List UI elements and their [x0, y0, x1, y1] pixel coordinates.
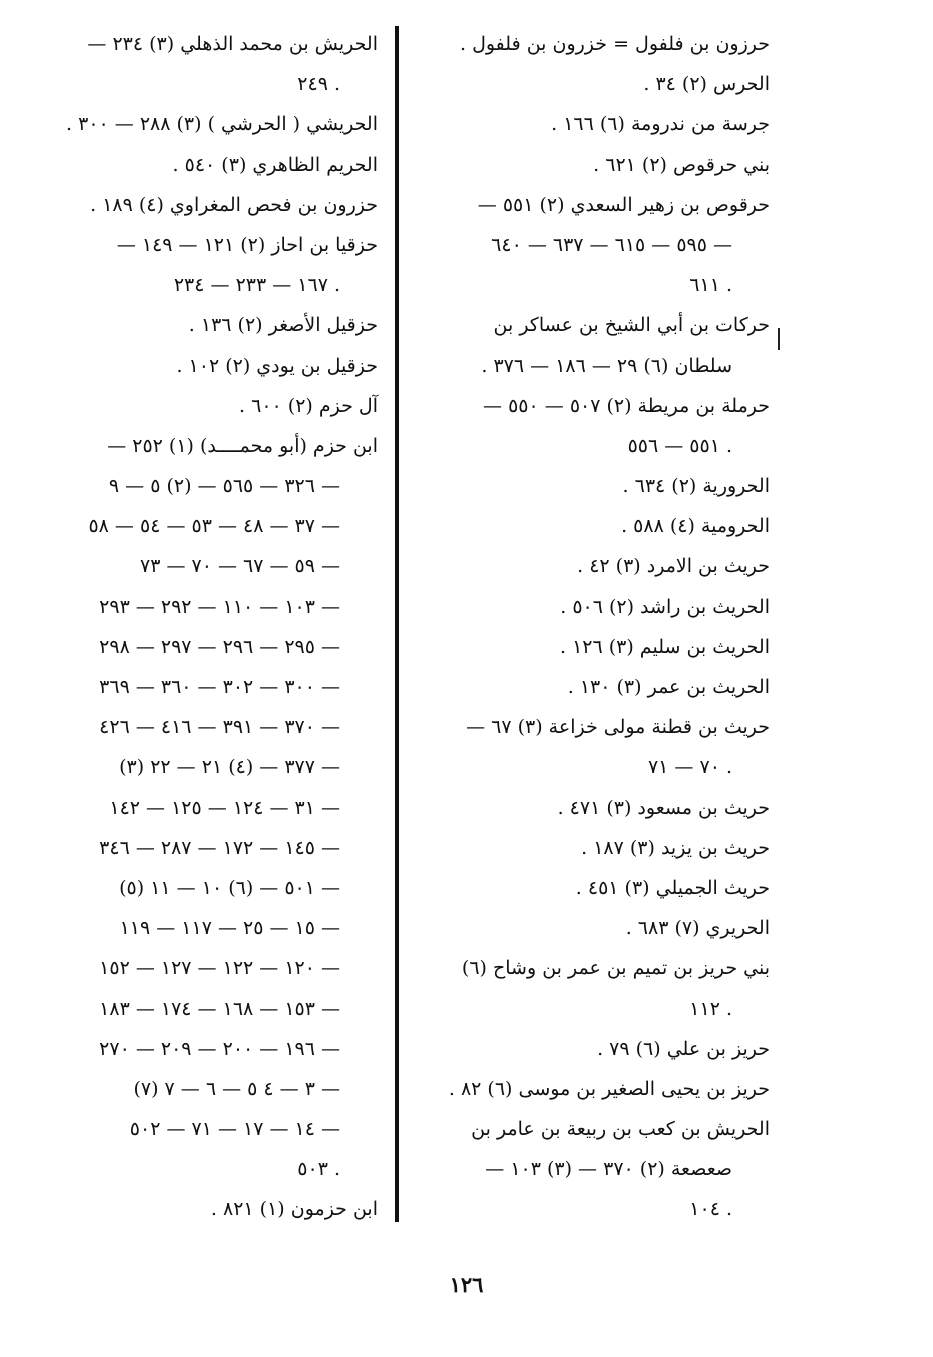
index-entry: حرزون بن فلفول = خزرون بن فلفول .	[459, 33, 770, 55]
index-entry-continuation: ٣٠٠ — ٣٠٢ — ٣٦٠ — ٣٦٩ —	[99, 676, 340, 698]
index-entry: ابن حزم (أبو محمــــد) (١) ٢٥٢ —	[107, 434, 378, 457]
index-entry: الحريث بن سليم (٣) ١٢٦ .	[559, 635, 770, 658]
index-entry: الحريش بن كعب بن ربيعة بن عامر بن	[471, 1118, 770, 1141]
page-number: ١٢٦	[449, 1272, 484, 1297]
index-entry: الحريشي ( الحرشي ) (٣) ٢٨٨ — ٣٠٠ .	[66, 113, 378, 136]
index-entry-continuation: ٣٧٠ — ٣٩١ — ٤١٦ — ٤٢٦ —	[99, 716, 340, 739]
index-entry-continuation: (٥) ٥٠١ — (٦) ١٠ — ١١ —	[119, 876, 340, 899]
index-entry-continuation: ٢٤٩ .	[297, 73, 340, 96]
index-entry-continuation: ١٠٣ — ١١٠ — ٢٩٢ — ٢٩٣ —	[99, 595, 340, 618]
index-entry: جرسة من ندرومة (٦) ١٦٦ .	[551, 113, 770, 136]
index-column-left	[28, 24, 378, 1230]
index-entry: حريث بن مسعود (٣) ٤٧١ .	[557, 796, 770, 819]
index-entry: حرملة بن مريطة (٢) ٥٠٧ — ٥٥٠ —	[483, 394, 770, 417]
index-entry-continuation: صعصعة (٢) ٣٧٠ — (٣) ١٠٣ —	[485, 1158, 732, 1181]
index-entry: الحرومية (٤) ٥٨٨ .	[621, 515, 770, 538]
index-entry: حريز بن يحيى الصغير بن موسى (٦) ٨٢ .	[448, 1077, 770, 1100]
index-entry: الحريش بن محمد الذهلي (٣) ٢٣٤ —	[87, 33, 378, 55]
index-entry-continuation: ٣٧ — ٤٨ — ٥٣ — ٥٤ — ٥٨ —	[88, 515, 340, 538]
index-entry-continuation: ١٤٥ — ١٧٢ — ٢٨٧ — ٣٤٦ —	[99, 836, 340, 859]
index-entry-continuation: ١٩٦ — ٢٠٠ — ٢٠٩ — ٢٧٠ —	[99, 1037, 340, 1060]
index-entry-continuation: ١٥٣ — ١٦٨ — ١٧٤ — ١٨٣ —	[99, 997, 340, 1020]
index-entry-continuation: ٥٠٣ .	[297, 1158, 340, 1181]
index-entry: حرقوص بن زهير السعدي (٢) ٥٥١ —	[477, 193, 770, 216]
index-entry-continuation: ١٦٧ — ٢٣٣ — ٢٣٤ .	[173, 274, 340, 297]
index-entry-continuation: ١٤ — ١٧ — ٧١ — ٥٠٢ —	[129, 1118, 340, 1141]
index-entry: ابن حزمون (١) ٨٢١ .	[210, 1198, 378, 1221]
index-entry: الحريث بن عمر (٣) ١٣٠ .	[567, 676, 770, 698]
index-entry: حريث بن الامرد (٣) ٤٢ .	[577, 555, 770, 578]
index-entry: حزقيل بن يودي (٢) ١٠٢ .	[176, 354, 378, 377]
index-entry-continuation: ١٥ — ٢٥ — ١١٧ — ١١٩ —	[119, 917, 340, 940]
margin-mark	[778, 328, 780, 350]
index-entry-continuation: ٢٩٥ — ٢٩٦ — ٢٩٧ — ٢٩٨ —	[99, 635, 340, 658]
index-entry: الحرس (٢) ٣٤ .	[643, 73, 770, 96]
index-entry-continuation: (٣) ٣٧٧ — (٤) ٢١ — ٢٢ —	[119, 756, 340, 779]
index-entry-continuation: ٣٢٦ — ٥٦٥ — (٢) ٥ — ٩ —	[108, 475, 340, 498]
index-entry-continuation: ٥٩ — ٦٧ — ٧٠ — ٧٣ —	[139, 555, 340, 578]
index-entry: حريث الجميلي (٣) ٤٥١ .	[575, 876, 770, 899]
index-entry: الحرورية (٢) ٦٣٤ .	[622, 475, 770, 498]
index-entry: حزرون بن فحص المغراوي (٤) ١٨٩ .	[90, 193, 378, 216]
index-entry: آل حزم (٢) ٦٠٠ .	[239, 394, 378, 417]
index-entry-continuation: ١٢٠ — ١٢٢ — ١٢٧ — ١٥٢ —	[99, 957, 340, 980]
index-column-right	[410, 24, 770, 1230]
index-entry: حزقيا بن احاز (٢) ١٢١ — ١٤٩ —	[116, 233, 378, 256]
index-entry: حريث بن يزيد (٣) ١٨٧ .	[581, 836, 770, 859]
index-entry: حركات بن أبي الشيخ بن عساكر بن	[493, 314, 770, 337]
index-entry: حريز بن علي (٦) ٧٩ .	[597, 1037, 770, 1060]
index-entry-continuation: ١٠٤ .	[689, 1198, 732, 1221]
index-entry-continuation: ١١٢ .	[689, 997, 732, 1020]
index-entry: حزقيل الأصغر (٢) ١٣٦ .	[188, 314, 378, 337]
index-entry-continuation: ٧٠ — ٧١ .	[647, 756, 732, 779]
index-entry: الحريري (٧) ٦٨٣ .	[625, 917, 770, 940]
index-entry: الحريث بن راشد (٢) ٥٠٦ .	[560, 595, 770, 618]
column-divider	[395, 26, 399, 1222]
index-entry-continuation: سلطان (٦) ٢٩ — ١٨٦ — ٣٧٦ .	[481, 354, 732, 377]
index-entry-continuation: ٥٥١ — ٥٥٦ .	[627, 434, 732, 457]
index-entry-continuation: ٦١١ .	[689, 274, 732, 297]
index-entry-continuation: (٧) ٣ — ٤ ٥ — ٦ — ٧ —	[133, 1077, 340, 1100]
index-entry-continuation: ٣١ — ١٢٤ — ١٢٥ — ١٤٢ —	[109, 796, 340, 819]
index-entry: بني حريز بن تميم بن عمر بن وشاح (٦)	[461, 957, 770, 980]
index-entry: بني حرقوص (٢) ٦٢١ .	[593, 153, 770, 176]
index-entry: حريث بن قطنة مولى خزاعة (٣) ٦٧ —	[466, 716, 770, 739]
index-entry-continuation: ٥٩٥ — ٦١٥ — ٦٣٧ — ٦٤٠ —	[491, 233, 732, 256]
index-entry: الحريم الظاهري (٣) ٥٤٠ .	[172, 153, 378, 176]
